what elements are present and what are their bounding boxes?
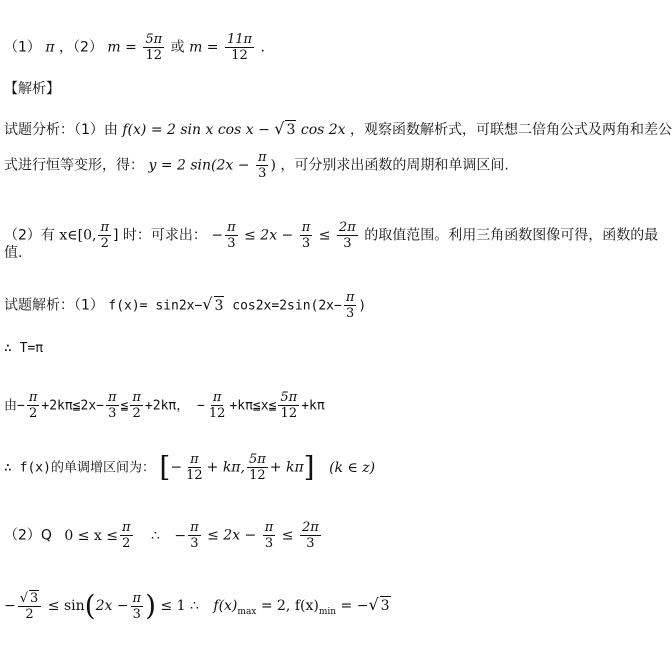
final-inner: 2x − [95, 598, 129, 614]
interval-neg: − [170, 459, 183, 476]
mono-frac-g: $\frac{\pi}{12}$ [208, 390, 226, 421]
final-pi-over-3: $\frac{\pi}{3}$ [132, 590, 142, 622]
part2-neg: − [211, 227, 224, 244]
answer-m: m [107, 39, 121, 56]
part2-label: （2）有 [4, 227, 55, 244]
part2-frac-b: $\frac{\pi}{3}$ [301, 220, 311, 251]
mono-j: +kπ [301, 398, 325, 414]
interval-frac-b: $\frac{5\pi}{12}$ [248, 452, 266, 483]
analysis-text-1: ，观察函数解析式，可联想二倍角公式及两角和差公 [350, 122, 672, 138]
final-eq-2: = 2, f(x) [260, 598, 319, 614]
answer-end: . [260, 39, 265, 56]
analysis-line-2 [4, 150, 509, 181]
final-left-paren: ( [84, 589, 96, 622]
analysis-cos2x: cos 2x [296, 122, 346, 138]
part2-close: ] 时：可求出： [113, 227, 207, 244]
interval-k: (k ∈ z) [329, 459, 376, 476]
interval-frac-a: $\frac{\pi}{12}$ [186, 452, 203, 483]
part2sol-neg: − [174, 527, 187, 544]
final-le-sin: ≤ sin [47, 598, 85, 614]
part2sol-frac-c: $\frac{\pi}{3}$ [264, 520, 274, 551]
sqrt-sign-2: √ [202, 294, 213, 314]
answer-eq-2: = [206, 39, 219, 56]
solution-expr-2: cos2x=2sin(2x− [224, 298, 342, 314]
final-min-sub: min [318, 606, 337, 617]
final-frac-sqrt3-over-2: $\frac{√ 3}{2}$ [18, 590, 42, 622]
final-sqrt-arg: 3 [380, 598, 390, 614]
answer-line [4, 32, 265, 63]
interval-line [4, 452, 375, 483]
sqrt-sign: √ [274, 119, 285, 138]
analysis-text-2: 式进行恒等变形，得： [4, 157, 144, 174]
part2sol-expr: 0 ≤ x ≤ [64, 527, 119, 544]
heading: 【解析】 [4, 81, 60, 97]
interval-left-bracket: [ [159, 450, 171, 484]
interval-end: + kπ [269, 459, 304, 476]
mono-start: 由− [4, 398, 25, 414]
analysis-text-3: ，可分别求出函数的周期和单调区间. [280, 157, 509, 174]
answer-m-2: m [189, 39, 203, 56]
answer-fraction-1: $\frac{5\pi}{12}$ [145, 32, 163, 63]
solution-pi-over-3: $\frac{\pi}{3}$ [345, 290, 355, 321]
analysis-func: f(x) = 2 sin x cos x − [122, 122, 275, 138]
mono-frac-a: $\frac{\pi}{2}$ [28, 390, 38, 421]
part2sol-le: ≤ [281, 527, 294, 544]
mono-d: ≦ [120, 398, 129, 414]
final-le-1: ≤ 1 ∴ [160, 598, 199, 614]
analysis-y-expr: y = 2 sin(2x − [148, 157, 250, 174]
mono-line [4, 390, 325, 421]
analysis-pi-over-3: $\frac{\pi}{3}$ [257, 150, 267, 181]
interval-label: ∴ f(x)的单调增区间为： [4, 460, 155, 476]
part2sol-label: （2）Q [4, 527, 52, 544]
interval-right-bracket: ] [303, 450, 315, 484]
therefore-symbol: ∴ [151, 527, 160, 544]
solution-line [4, 290, 366, 321]
part2-mid: ≤ 2x − [244, 227, 294, 244]
interval-mid: + kπ, [206, 459, 245, 476]
part2sol-line [4, 520, 323, 551]
sqrt-sign-3: √ [368, 595, 379, 614]
part2-line-2: 值. [4, 245, 23, 261]
analysis-close: ) [270, 157, 276, 174]
final-right-paren: ) [145, 589, 157, 622]
answer-fraction-2: $\frac{11\pi}{12}$ [226, 32, 253, 63]
mono-b: +2kπ≦2x− [41, 398, 104, 414]
solution-sqrt-arg: 3 [214, 297, 224, 314]
mono-frac-e: $\frac{\pi}{2}$ [132, 390, 141, 421]
solution-expr: f(x)= sin2x− [108, 298, 203, 314]
part2-frac-c: $\frac{2\pi}{3}$ [338, 220, 356, 251]
part2-pi-over-2: $\frac{\pi}{2}$ [100, 220, 109, 251]
analysis-label: 试题分析：（1）由 [4, 122, 118, 138]
answer-eq: = [125, 39, 137, 56]
answer-pi: π [45, 39, 55, 56]
final-line [4, 590, 391, 622]
mono-h: +kπ≦x≦ [229, 398, 277, 414]
period-line: ∴ T=π [4, 341, 44, 356]
final-eq-3: = − [340, 598, 369, 614]
sqrt-arg: 3 [286, 122, 296, 138]
final-neg: − [4, 598, 16, 614]
part2sol-frac-b: $\frac{\pi}{3}$ [190, 520, 199, 551]
part2-x-in: x∈[0, [59, 227, 97, 244]
answer-or: 或 [170, 39, 185, 56]
analysis-line-1 [4, 120, 672, 139]
solution-close: ) [358, 298, 367, 314]
mono-frac-i: $\frac{5\pi}{12}$ [280, 390, 298, 421]
part2sol-frac-a: $\frac{\pi}{2}$ [122, 520, 131, 551]
part2-frac-a: $\frac{\pi}{3}$ [227, 220, 236, 251]
part2-le: ≤ [318, 227, 331, 244]
mono-frac-c: $\frac{\pi}{3}$ [108, 390, 117, 421]
answer-part1-label: （1） [4, 39, 41, 56]
part2-line-1 [4, 220, 658, 251]
mono-f: +2kπ， − [144, 398, 205, 414]
part2-text-2: 的取值范围。利用三角函数图像可得，函数的最 [364, 227, 659, 244]
final-fmax: f(x) [213, 598, 238, 614]
final-max-sub: max [237, 606, 257, 617]
part2sol-mid: ≤ 2x − [207, 527, 257, 544]
solution-label: 试题解析：（1） [4, 297, 104, 314]
answer-part2-label: ，（2） [59, 39, 103, 56]
part2sol-frac-d: $\frac{2\pi}{3}$ [301, 520, 319, 551]
